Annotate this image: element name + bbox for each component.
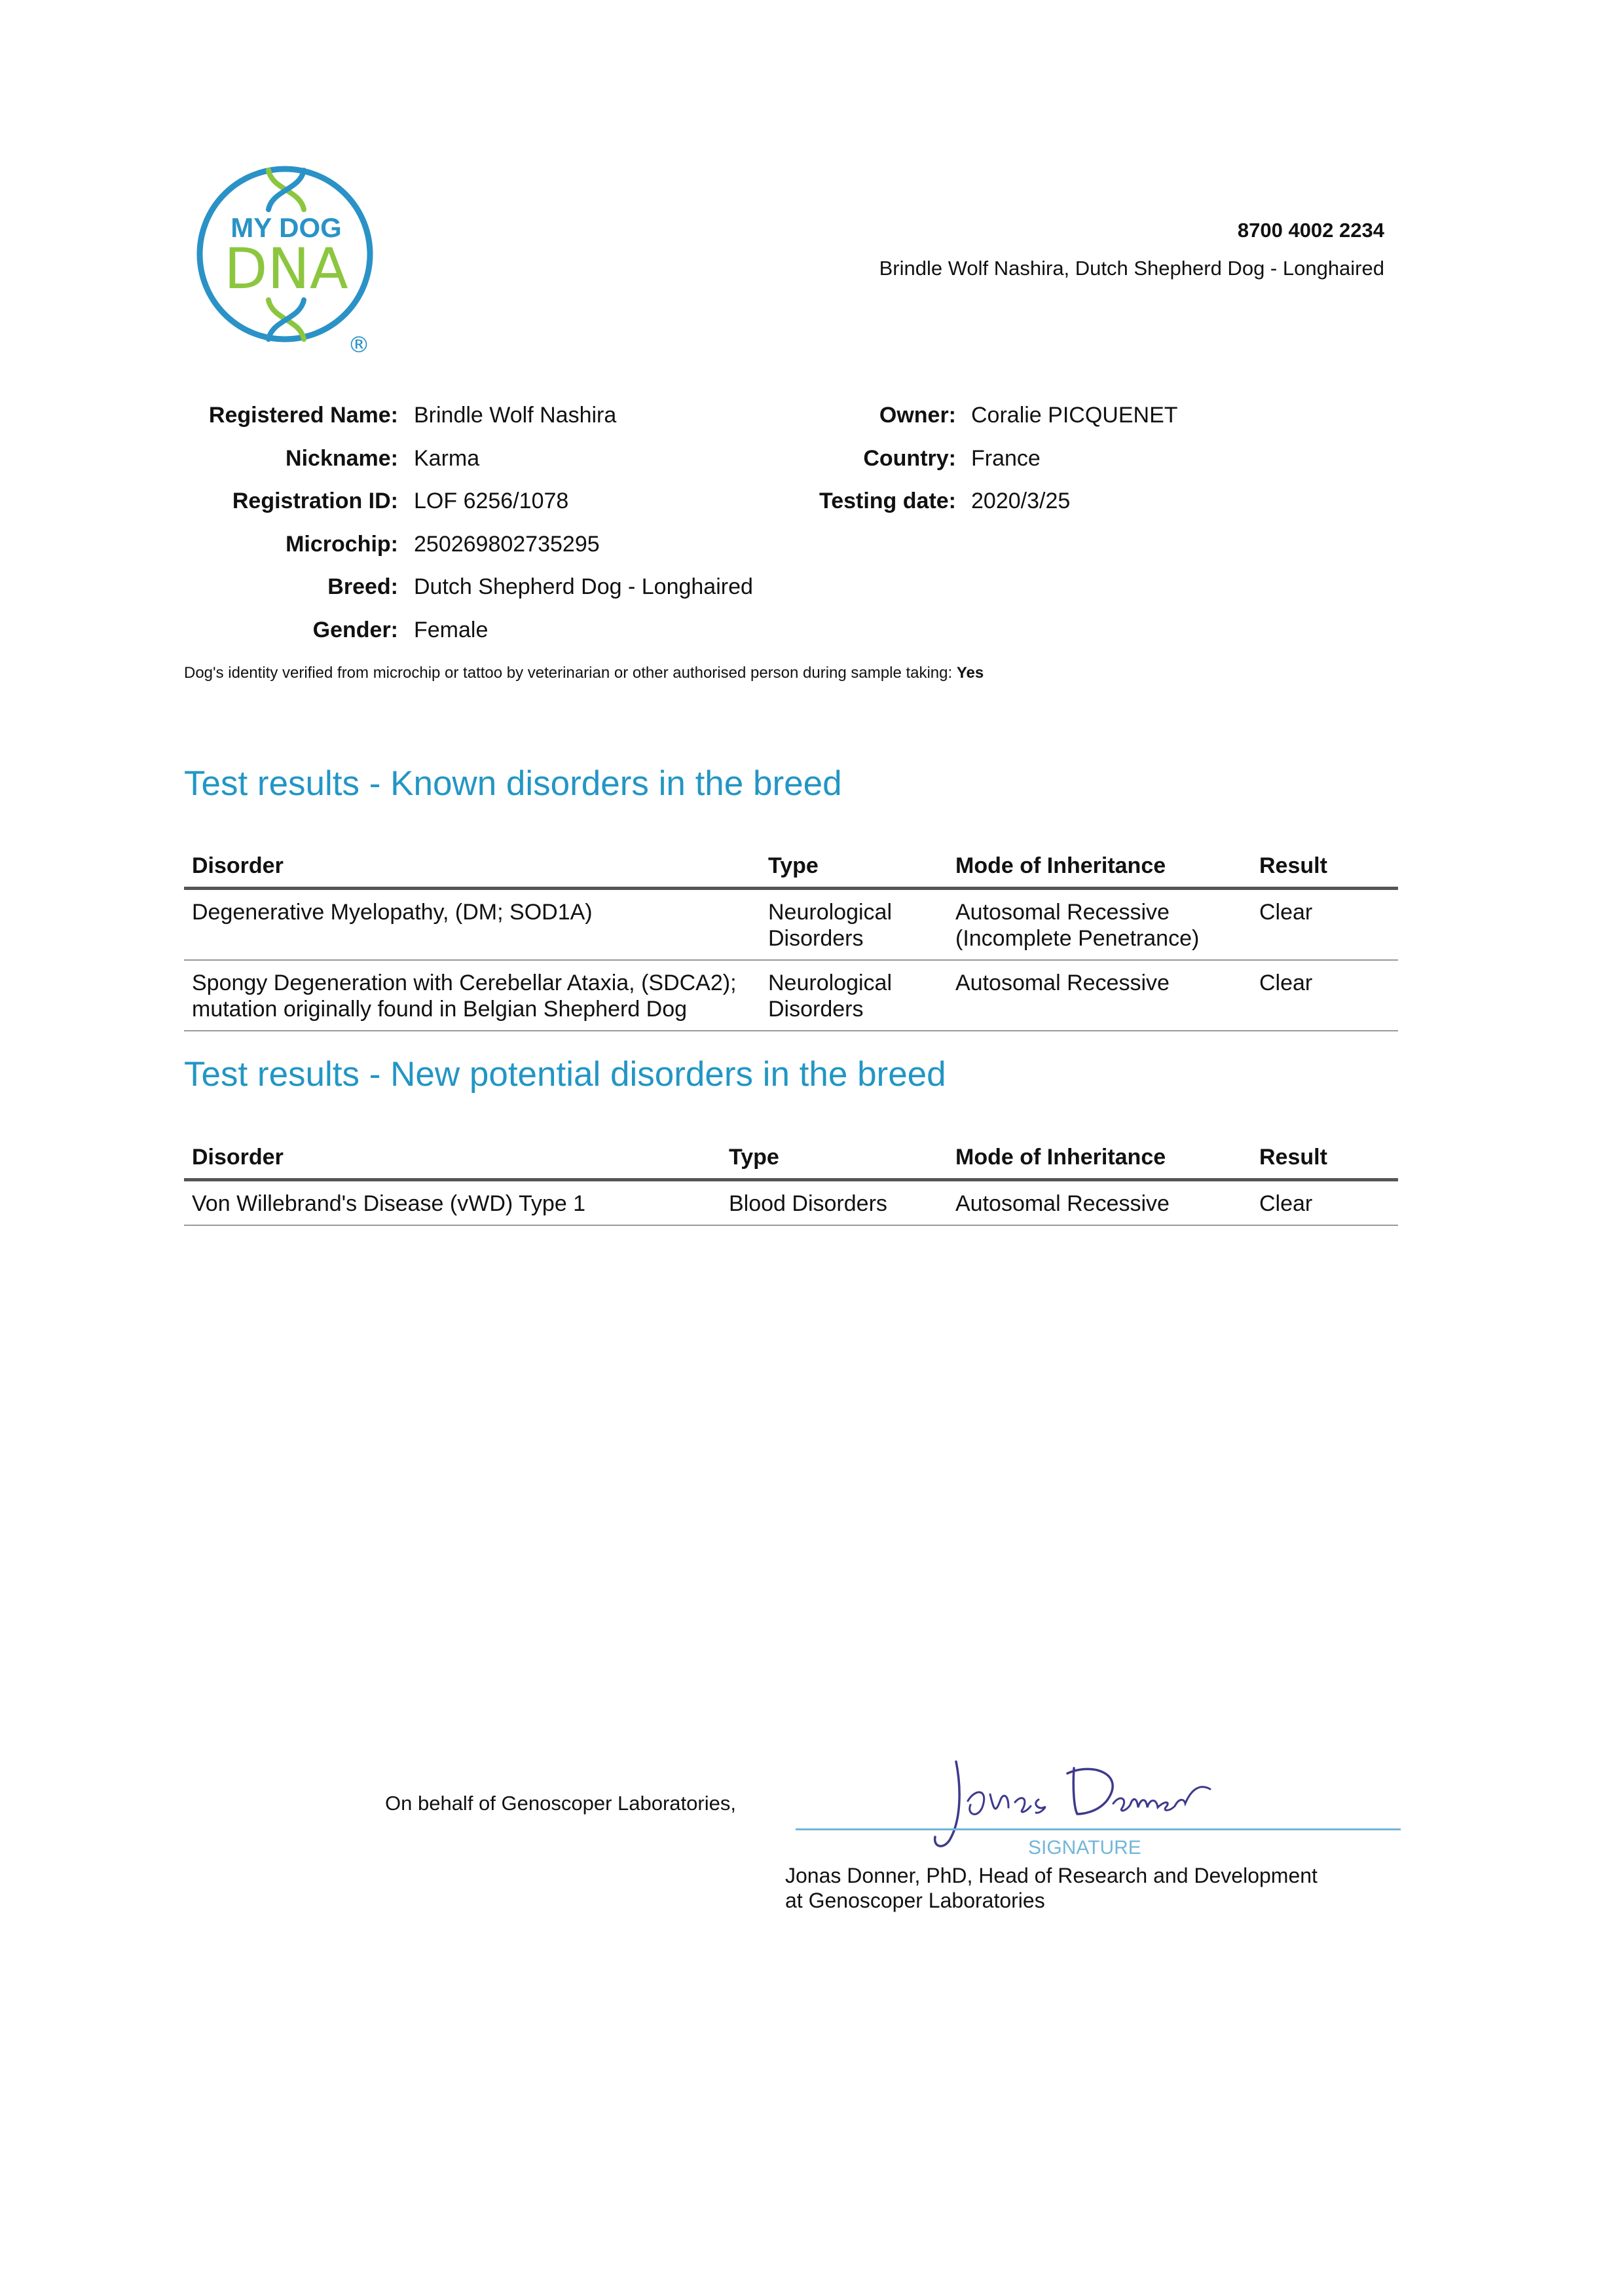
col-header-result: Result bbox=[1251, 843, 1398, 889]
table-header-row bbox=[184, 1135, 1398, 1180]
registered-name-value: Brindle Wolf Nashira bbox=[414, 403, 617, 428]
signature-line bbox=[796, 1828, 1401, 1830]
known-disorders-table bbox=[184, 843, 1398, 1031]
table-row bbox=[184, 1180, 1398, 1226]
registration-id-value: LOF 6256/1078 bbox=[414, 489, 569, 513]
col-header-type: Type bbox=[721, 1135, 948, 1180]
new-disorders-title: Test results - New potential disorders in the breed bbox=[184, 1055, 946, 1094]
my-dog-dna-logo bbox=[195, 164, 385, 354]
signer-name-title: Jonas Donner, PhD, Head of Research and Development bbox=[785, 1864, 1318, 1887]
col-header-disorder: Disorder bbox=[184, 1135, 721, 1180]
testing-date-value: 2020/3/25 bbox=[971, 489, 1071, 513]
col-header-disorder: Disorder bbox=[184, 843, 760, 889]
microchip-value: 250269802735295 bbox=[414, 532, 600, 557]
verification-value: Yes bbox=[956, 664, 984, 682]
table-header-row bbox=[184, 843, 1398, 889]
on-behalf-text: On behalf of Genoscoper Laboratories, bbox=[385, 1792, 736, 1815]
col-header-result: Result bbox=[1251, 1135, 1398, 1180]
mode-cell: Autosomal Recessive (Incomplete Penetrance) bbox=[948, 889, 1251, 961]
logo-graphic bbox=[195, 164, 385, 354]
mode-cell: Autosomal Recessive bbox=[948, 960, 1251, 1031]
disorder-cell: Spongy Degeneration with Cerebellar Ataxia, (SDCA2); mutation originally found in Belgian Shepherd Dog bbox=[184, 960, 760, 1031]
known-disorders-title: Test results - Known disorders in the breed bbox=[184, 764, 842, 803]
signature-caption: SIGNATURE bbox=[1028, 1837, 1141, 1859]
type-cell: Blood Disorders bbox=[721, 1180, 948, 1226]
country-value: France bbox=[971, 446, 1041, 471]
table-row bbox=[184, 889, 1398, 961]
gender-value: Female bbox=[414, 618, 489, 642]
verification-text: Dog's identity verified from microchip or tattoo by veterinarian or other authorised person during sample taking: bbox=[184, 664, 953, 682]
certificate-number: 8700 4002 2234 bbox=[1237, 219, 1384, 242]
new-disorders-table bbox=[184, 1135, 1398, 1226]
registered-mark: ® bbox=[348, 332, 370, 354]
disorder-cell: Degenerative Myelopathy, (DM; SOD1A) bbox=[184, 889, 760, 961]
mode-cell: Autosomal Recessive bbox=[948, 1180, 1251, 1226]
type-cell: Neurological Disorders bbox=[760, 960, 948, 1031]
result-cell: Clear bbox=[1251, 1180, 1398, 1226]
signer-details bbox=[785, 1863, 1318, 1913]
breed-value: Dutch Shepherd Dog - Longhaired bbox=[414, 574, 753, 599]
logo-text-bottom: DNA bbox=[224, 236, 348, 302]
result-cell: Clear bbox=[1251, 960, 1398, 1031]
result-cell: Clear bbox=[1251, 889, 1398, 961]
nickname-value: Karma bbox=[414, 446, 480, 471]
logo-text-top: MY DOG bbox=[231, 212, 342, 243]
owner-value: Coralie PICQUENET bbox=[971, 403, 1178, 428]
type-cell: Neurological Disorders bbox=[760, 889, 948, 961]
disorder-cell: Von Willebrand's Disease (vWD) Type 1 bbox=[184, 1180, 721, 1226]
col-header-mode: Mode of Inheritance bbox=[948, 843, 1251, 889]
signer-organization: at Genoscoper Laboratories bbox=[785, 1889, 1045, 1912]
dog-summary: Brindle Wolf Nashira, Dutch Shepherd Dog - Longhaired bbox=[879, 257, 1384, 280]
col-header-mode: Mode of Inheritance bbox=[948, 1135, 1251, 1180]
col-header-type: Type bbox=[760, 843, 948, 889]
table-row bbox=[184, 960, 1398, 1031]
identity-verification-note bbox=[184, 664, 984, 682]
